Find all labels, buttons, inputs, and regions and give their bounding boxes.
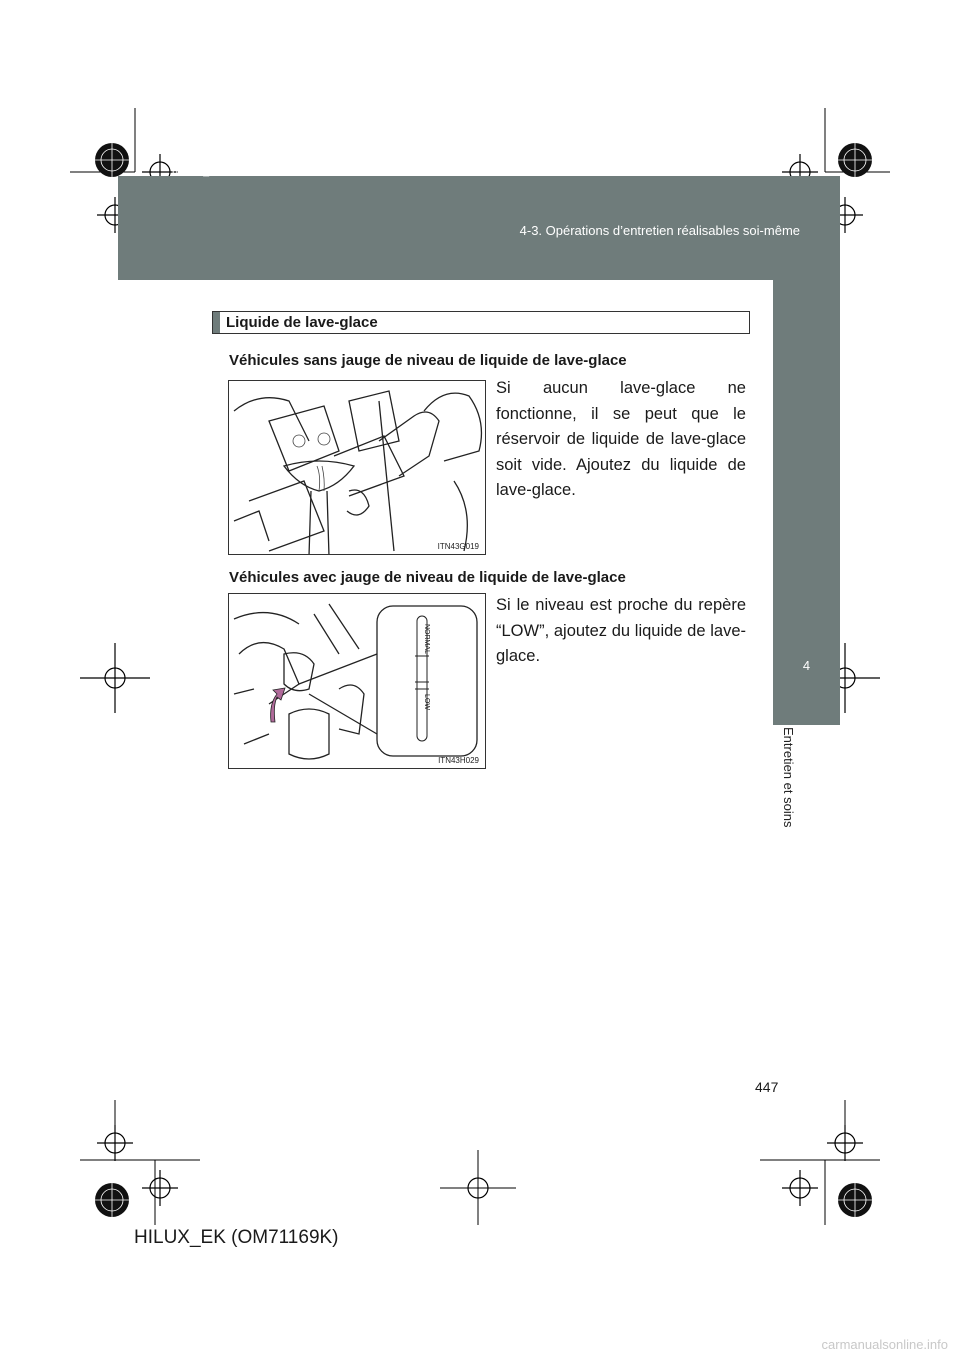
paragraph-without-gauge: Si aucun lave-glace ne fonctionne, il se peut que le réservoir de liquide de lave-glace soit vide. Ajoutez du liquide de lave-glace.: [496, 379, 746, 499]
figure-gauge-check: [228, 593, 486, 769]
book-stamp: HILUX_EK.book Page 447 Wednesday, March 23, 2011 3:03 PM: [172, 166, 521, 177]
subheading-with-gauge: Véhicules avec jauge de niveau de liquide de lave-glace: [229, 569, 626, 586]
section-heading-box: [212, 311, 750, 334]
paragraph-with-gauge: Si le niveau est proche du repère “LOW”, ajoutez du liquide de lave-glace.: [496, 596, 746, 665]
footer-model: HILUX_EK (OM71169K): [134, 1227, 339, 1248]
figure-funnel-refill: [228, 380, 486, 555]
gauge-check-illustration: [229, 594, 486, 769]
section-heading: Liquide de lave-glace: [226, 314, 378, 331]
arrow-icon: [271, 688, 285, 722]
subheading-without-gauge: Véhicules sans jauge de niveau de liquide de lave-glace: [229, 352, 627, 369]
figure-code: ITN43H029: [438, 756, 479, 765]
section-heading-bar: [213, 312, 220, 333]
funnel-refill-illustration: [229, 381, 486, 555]
chapter-side-label: [781, 727, 805, 877]
gauge-label-low: LOW: [423, 694, 430, 710]
page-number: 447: [755, 1079, 779, 1095]
chapter-number: 4: [802, 658, 811, 673]
running-section-title: 4-3. Opérations d’entretien réalisables soi-même: [519, 223, 800, 238]
watermark: carmanualsonline.info: [821, 1337, 948, 1352]
figure-code: ITN43G019: [437, 542, 479, 551]
gauge-label-normal: NORMAL: [423, 624, 430, 654]
chapter-label-text: Entretien et soins: [781, 727, 796, 828]
chapter-side-tab: [773, 280, 840, 725]
